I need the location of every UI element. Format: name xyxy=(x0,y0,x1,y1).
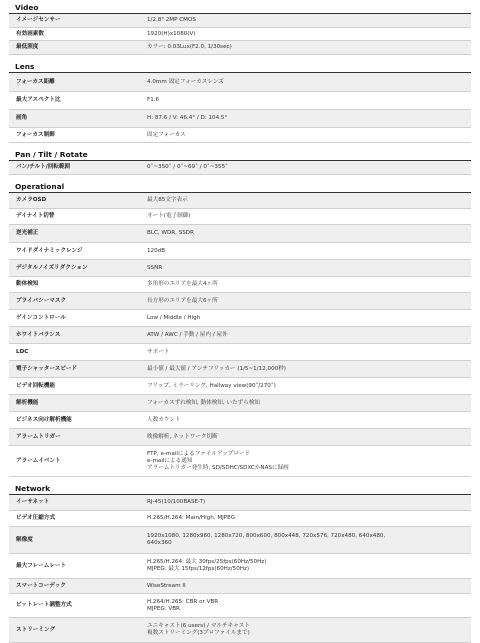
spec-label: パン/チルト/回転範囲 xyxy=(16,164,71,170)
spec-row xyxy=(9,395,471,412)
spec-value: 120dB xyxy=(147,247,166,254)
spec-value: 1920(H)x1080(V) xyxy=(147,30,196,37)
spec-row xyxy=(9,41,471,55)
spec-label: アラームトリガー xyxy=(16,433,61,440)
section-title: Network xyxy=(9,481,471,495)
spec-label: ゲインコントロール xyxy=(16,314,66,321)
spec-value: H.264/H.265: CBR or VBR MJPEG: VBR xyxy=(147,598,219,612)
spec-value: WiseStream II xyxy=(147,582,186,589)
spec-value: H.265/H.264: Main/High, MJPEG xyxy=(147,515,236,521)
spec-value: ユニキャスト(6 users) / マルチキャスト 複数ストリーミング(3プロファイルまで) xyxy=(147,623,250,636)
spec-row xyxy=(9,361,471,378)
spec-row xyxy=(9,527,471,554)
spec-row xyxy=(9,511,471,527)
spec-value: ATW / AWC / 手動 / 屋内 / 屋外 xyxy=(147,331,228,338)
spec-label: ビジネス向け解析機能 xyxy=(16,416,72,423)
spec-row xyxy=(9,243,471,260)
spec-label: ビデオ圧縮方式 xyxy=(16,515,56,521)
section-title: Lens xyxy=(9,59,471,73)
spec-label: 最低照度 xyxy=(16,44,39,50)
spec-value: 1/2.8" 2MP CMOS xyxy=(147,17,196,23)
spec-label: 逆光補正 xyxy=(16,230,39,236)
spec-label: スマートコーデック xyxy=(16,582,66,589)
spec-row xyxy=(9,225,471,243)
spec-sheet xyxy=(9,0,471,643)
spec-row xyxy=(9,92,471,110)
spec-label: 動体検知 xyxy=(16,281,39,287)
spec-value: 1920x1080, 1280x960, 1280x720, 800x600, 800x448, 720x576, 720x480, 640x480, 640x360 xyxy=(147,533,386,546)
spec-row xyxy=(9,128,471,143)
spec-value: FTP, e-mailによるファイルアップロード e-mailによる通知 アラームトリガー発生時, SD/SDHC/SDXCかNASに録画 xyxy=(147,450,289,471)
spec-label: ワイドダイナミックレンジ xyxy=(16,247,83,254)
section-title: Operational xyxy=(9,179,471,193)
spec-label: 電子シャッタースピード xyxy=(16,365,77,372)
spec-label: ビットレート調整方式 xyxy=(16,602,72,608)
spec-label: イメージセンサー xyxy=(16,17,61,23)
spec-label: 最大フレームレート xyxy=(16,562,67,569)
spec-value: 0˚~350˚ / 0˚~69˚ / 0˚~355˚ xyxy=(147,164,228,170)
spec-label: ホワイトバランス xyxy=(16,331,61,338)
spec-value: RJ-45(10/100BASE-T) xyxy=(147,499,206,505)
spec-section xyxy=(9,175,471,477)
spec-section xyxy=(9,143,471,175)
spec-label: デイナイト切替 xyxy=(16,213,55,219)
spec-value: 最大85文字表示 xyxy=(147,197,188,203)
spec-row xyxy=(9,161,471,175)
spec-row xyxy=(9,293,471,310)
spec-row xyxy=(9,594,471,618)
spec-label: LDC xyxy=(16,348,29,355)
spec-value: フリップ, ミラーリング, Hallway view(90˚/270˚) xyxy=(147,382,276,389)
spec-value: F1.6 xyxy=(147,97,160,103)
spec-label: 画角 xyxy=(16,115,28,121)
spec-value: 多角形のエリアを最大4ヶ所 xyxy=(147,281,218,287)
spec-row xyxy=(9,378,471,395)
spec-label: デジタルノイズリダクション xyxy=(16,264,88,271)
spec-row xyxy=(9,277,471,293)
spec-label: アラームイベント xyxy=(16,457,61,464)
spec-row xyxy=(9,579,471,594)
spec-row xyxy=(9,193,471,209)
spec-label: 有効画素数 xyxy=(16,30,44,37)
spec-value: Low / Middle / High xyxy=(147,314,201,321)
spec-row xyxy=(9,344,471,361)
spec-row xyxy=(9,412,471,429)
spec-row xyxy=(9,73,471,92)
spec-value: 長方形のエリアを最大6ヶ所 xyxy=(147,297,218,304)
spec-row xyxy=(9,209,471,225)
spec-value: カラー: 0.03Lux(F2.0, 1/30sec) xyxy=(147,44,232,50)
spec-value: 4.0mm 固定フォーカスレンズ xyxy=(147,78,224,85)
spec-value: オート(電子制御) xyxy=(147,213,191,219)
spec-label: ビデオ回転機能 xyxy=(16,382,56,389)
spec-section xyxy=(9,55,471,143)
spec-label: プライバシーマスク xyxy=(16,297,67,304)
spec-value: 映像解析, ネットワーク切断 xyxy=(147,433,218,440)
spec-row xyxy=(9,429,471,446)
spec-row xyxy=(9,495,471,511)
spec-value: H.265/H.264: 最大 30fps/25fps(60Hz/50Hz) MJPEG: 最大 15fps/12fps(60Hz/50Hz) xyxy=(147,559,267,572)
spec-row xyxy=(9,14,471,28)
spec-label: 最大アスペクト比 xyxy=(16,97,61,103)
spec-row xyxy=(9,310,471,327)
spec-label: フォーカス制御 xyxy=(16,131,55,138)
spec-row xyxy=(9,554,471,579)
spec-row xyxy=(9,618,471,643)
section-title: Video xyxy=(9,0,471,14)
spec-row xyxy=(9,327,471,344)
spec-section xyxy=(9,477,471,643)
spec-value: BLC, WDR, SSDR xyxy=(147,230,194,236)
spec-value: 固定フォーカス xyxy=(147,131,186,138)
spec-value: H: 87.6 / V: 46.4° / D: 104.5° xyxy=(147,115,228,121)
spec-row xyxy=(9,260,471,277)
spec-row xyxy=(9,110,471,128)
spec-label: 解析機能 xyxy=(16,399,39,406)
spec-value: SSNR xyxy=(147,264,163,271)
spec-value: フォーカスずれ検知, 動体検知, いたずら検知 xyxy=(147,399,261,406)
spec-section xyxy=(9,0,471,55)
spec-label: イーサネット xyxy=(16,499,50,505)
spec-row xyxy=(9,28,471,41)
spec-label: カメラOSD xyxy=(16,197,47,203)
section-title: Pan / Tilt / Rotate xyxy=(9,147,471,161)
spec-label: 解像度 xyxy=(16,536,33,543)
spec-value: 最小値 / 最大値 / アンチフリッカー (1/5~1/12,000秒) xyxy=(147,365,286,372)
spec-value: 人数カウント xyxy=(147,416,181,423)
spec-row xyxy=(9,446,471,477)
spec-value: サポート xyxy=(147,348,170,355)
spec-label: フォーカス距離 xyxy=(16,78,55,85)
spec-label: ストリーミング xyxy=(16,626,56,633)
